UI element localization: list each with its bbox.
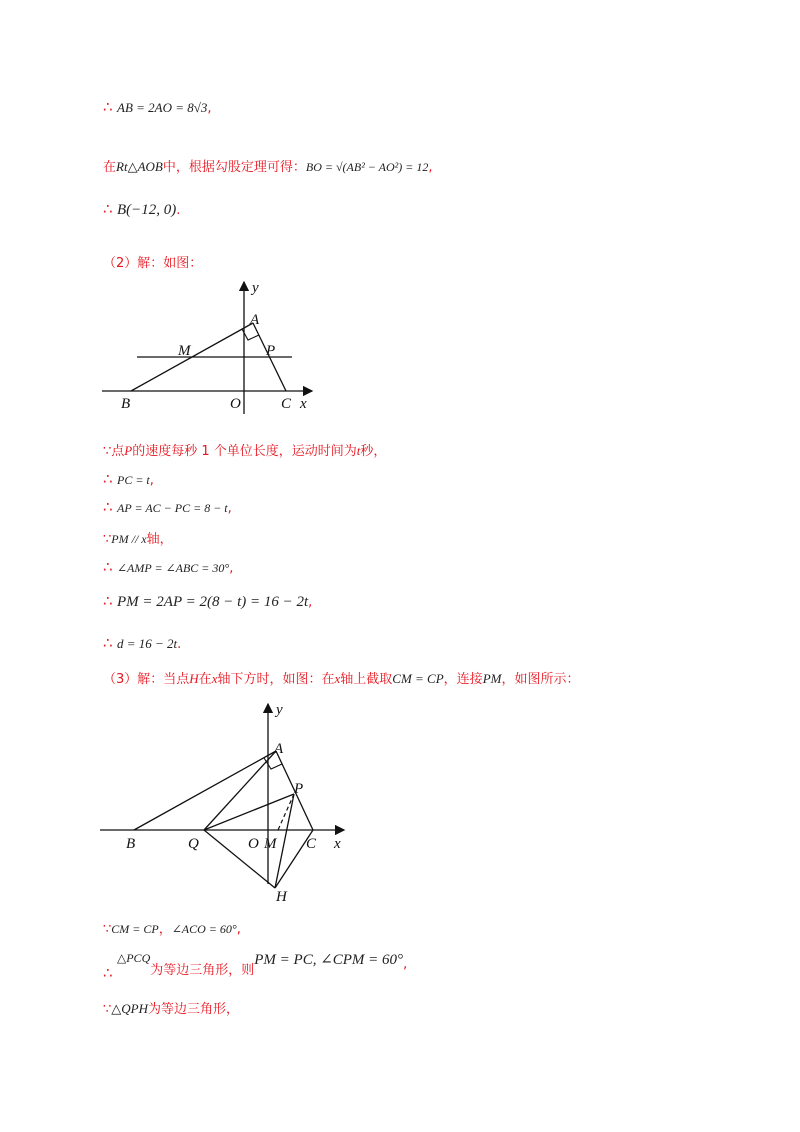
therefore-symbol: ∴	[103, 470, 113, 488]
text-suffix: 秒，	[360, 444, 387, 459]
var-t: t	[356, 443, 361, 458]
punctuation: ,	[308, 595, 313, 610]
label-h: H	[276, 889, 287, 905]
text-middle: 轴下方时，如图：在	[217, 672, 335, 687]
math-cm-cp: CM = CP	[392, 671, 444, 686]
punctuation: ,	[229, 561, 234, 576]
therefore-symbol: ∴	[103, 592, 113, 610]
text-prefix: 点	[111, 444, 125, 459]
var-x: x	[334, 671, 341, 686]
because-symbol: ∵	[103, 1002, 112, 1017]
label-q: Q	[188, 836, 199, 852]
math-pm-parallel: PM // x	[111, 532, 147, 546]
math-b-point: B(−12, 0)	[117, 202, 177, 218]
text-middle: 在	[198, 672, 212, 687]
line-ap	[103, 498, 232, 516]
segment-qa	[204, 751, 276, 830]
text-prefix: 在	[103, 160, 117, 175]
math-d: d = 16 − 2t	[117, 636, 178, 651]
line-speed-definition	[103, 440, 386, 459]
math-rt-triangle: Rt△AOB	[116, 159, 163, 174]
segment-ba	[134, 751, 276, 830]
figure-2-diagram	[98, 698, 358, 908]
text-middle: 的速度每秒 1 个单位长度，运动时间为	[132, 444, 357, 459]
figure-1-diagram	[100, 276, 320, 416]
var-h: H	[189, 671, 199, 686]
math-ab-equation: AB = 2AO = 8√3	[117, 100, 208, 115]
label-c: C	[306, 836, 317, 852]
var-x: x	[211, 671, 218, 686]
because-symbol: ∵	[103, 532, 112, 547]
math-bo-equation: BO = √(AB² − AO²) = 12	[305, 160, 429, 174]
math-pm: PM = 2AP = 2(8 − t) = 16 − 2t	[117, 594, 309, 610]
therefore-symbol: ∴	[103, 558, 113, 576]
math-pc: PC = t	[117, 473, 150, 487]
label-m: M	[264, 836, 277, 852]
punctuation: ,	[149, 473, 154, 488]
math-angle: ∠AMP = ∠ABC = 30°	[117, 561, 230, 575]
because-symbol: ∵	[103, 444, 112, 459]
label-a: A	[274, 741, 284, 757]
segment-qp	[204, 794, 294, 830]
text-prefix: （3）解：当点	[103, 672, 190, 687]
text-suffix: 为等边三角形，	[148, 1002, 240, 1017]
right-angle-mark	[264, 758, 282, 769]
text-middle: 轴上截取	[340, 672, 393, 687]
punctuation: .	[177, 637, 182, 652]
math-ap: AP = AC − PC = 8 − t	[117, 501, 228, 515]
punctuation: .	[176, 203, 181, 218]
line-d-value	[103, 634, 181, 652]
math-cm-cp: CM = CP	[111, 922, 159, 936]
text-middle: 为等边三角形，则	[150, 963, 255, 978]
line-ab-value	[103, 98, 212, 116]
label-x: x	[334, 836, 341, 852]
therefore-symbol: ∴	[103, 98, 113, 116]
line-pythagorean	[103, 156, 433, 175]
label-y: y	[276, 702, 283, 718]
label-p: P	[294, 781, 304, 797]
therefore-symbol: ∴	[103, 964, 113, 982]
text-suffix: ，如图所示：	[501, 672, 580, 687]
label-p: P	[266, 343, 276, 359]
punctuation: ,	[428, 160, 433, 175]
line-cm-cp	[103, 918, 241, 937]
math-pm-pc: PM = PC, ∠CPM = 60°	[254, 952, 404, 968]
label-b: B	[121, 396, 131, 412]
punctuation: ,	[236, 922, 241, 937]
because-symbol: ∵	[103, 922, 112, 937]
line-equilateral-pcq	[103, 950, 407, 982]
text-middle: 中，根据勾股定理可得：	[162, 160, 306, 175]
line-equilateral-qph	[103, 998, 239, 1017]
therefore-symbol: ∴	[103, 498, 113, 516]
label-y: y	[252, 280, 259, 296]
line-pm-parallel	[103, 528, 173, 547]
line-angle-amp	[103, 558, 233, 576]
therefore-symbol: ∴	[103, 200, 113, 218]
line-b-coordinate	[103, 200, 180, 219]
math-pm: PM	[482, 671, 502, 686]
therefore-symbol: ∴	[103, 634, 113, 652]
section-2-heading	[103, 252, 202, 271]
label-c: C	[281, 396, 292, 412]
label-m: M	[178, 343, 191, 359]
math-angle-aco: ∠ACO = 60°	[171, 922, 237, 936]
math-triangle-qph: △QPH	[111, 1001, 148, 1016]
section-3-heading	[103, 668, 579, 687]
label-o: O	[248, 836, 259, 852]
line-pc	[103, 470, 154, 488]
punctuation: ,	[403, 957, 408, 972]
punctuation: ,	[207, 101, 212, 116]
line-pm-value	[103, 592, 312, 611]
label-x: x	[300, 396, 307, 412]
label-o: O	[230, 396, 241, 412]
math-triangle-pcq: △PCQ	[117, 951, 151, 965]
text-middle: ，连接	[443, 672, 483, 687]
heading-text: （2）解：如图：	[103, 256, 203, 271]
text-suffix: 轴，	[146, 532, 173, 547]
separator: ，	[158, 922, 172, 937]
punctuation: ,	[227, 501, 232, 516]
label-a: A	[250, 312, 260, 328]
var-p: P	[124, 443, 133, 458]
label-b: B	[126, 836, 136, 852]
